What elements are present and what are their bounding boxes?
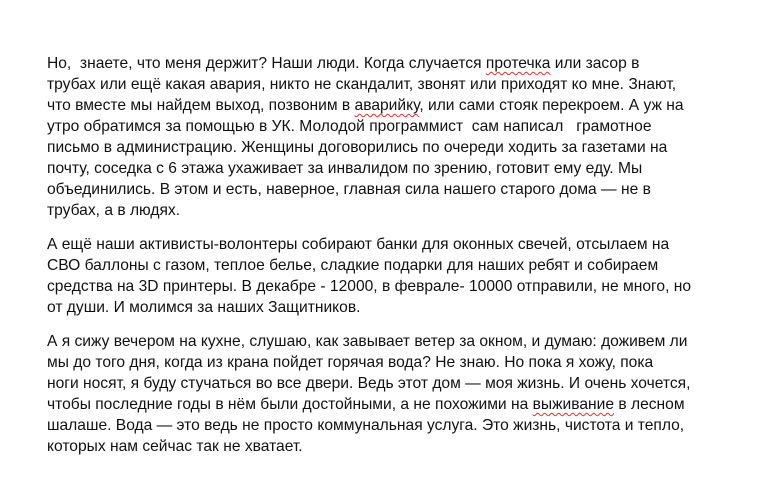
text-line [47, 116, 652, 137]
text-line [47, 158, 642, 179]
text-run: в лесном [614, 396, 685, 413]
misspelled-word[interactable]: протечка [485, 55, 551, 72]
text-run: письмо в администрацию. Женщины договорились по очереди ходить за газетами на [47, 139, 668, 156]
text-run: объединились. В этом и есть, наверное, главная сила нашего старого дома — не в [47, 181, 651, 198]
text-line [47, 200, 180, 221]
text-run: шалаше. Вода — это ведь не просто коммунальная услуга. Это жизнь, чистота и тепло, [47, 417, 685, 434]
text-run: ноги носят, я буду стучаться во все двери. Ведь этот дом — моя жизнь. И очень хочется, [47, 375, 691, 392]
text-run: средства на 3D принтеры. В декабре - 12000, в феврале- 10000 отправили, не много, но [47, 278, 692, 295]
text-run: что вместе мы найдем выход, позвоним в [47, 97, 355, 114]
text-run: или засор в [550, 55, 640, 72]
text-run: А я сижу вечером на кухне, слушаю, как завывает ветер за окном, и думаю: доживем ли [47, 333, 688, 350]
text-line [47, 436, 303, 457]
text-line [47, 373, 690, 394]
text-line [47, 255, 658, 276]
misspelled-word[interactable]: аварийку [354, 97, 420, 114]
text-line [47, 74, 676, 95]
text-line [47, 53, 639, 74]
text-line [47, 179, 651, 200]
text-line [47, 95, 684, 116]
text-line [47, 394, 685, 415]
text-line [47, 137, 667, 158]
text-line [47, 352, 653, 373]
text-run: трубах, а в людях. [47, 202, 181, 219]
text-line [47, 276, 691, 297]
text-run: чтобы последние годы в нём были достойными, а не похожими на [47, 396, 533, 413]
text-line [47, 415, 684, 436]
text-run: мы до того дня, когда из крана пойдет горячая вода? Не знаю. Но пока я хожу, пока [47, 354, 654, 371]
text-run: почту, соседка с 6 этажа ухаживает за инвалидом по зрению, готовит ему еду. Мы [47, 160, 643, 177]
misspelled-word[interactable]: выживание [532, 396, 615, 413]
text-run: от души. И молимся за наших Защитников. [47, 299, 361, 316]
text-run: Но, знаете, что меня держит? Наши люди. Когда случается [47, 55, 486, 72]
text-line [47, 234, 669, 255]
text-line [47, 297, 360, 318]
text-run: СВО баллоны с газом, теплое белье, сладкие подарки для наших ребят и собираем [47, 257, 659, 274]
text-line [47, 331, 687, 352]
text-run: , или сами стояк перекроем. А уж на [419, 97, 684, 114]
text-run: А ещё наши активисты-волонтеры собирают банки для оконных свечей, отсылаем на [47, 236, 670, 253]
text-run: которых нам сейчас так не хватает. [47, 438, 303, 455]
text-run: трубах или ещё какая авария, никто не скандалит, звонят или приходят ко мне. Знают, [47, 76, 677, 93]
text-run: утро обратимся за помощью в УК. Молодой программист сам написал грамотное [47, 118, 652, 135]
